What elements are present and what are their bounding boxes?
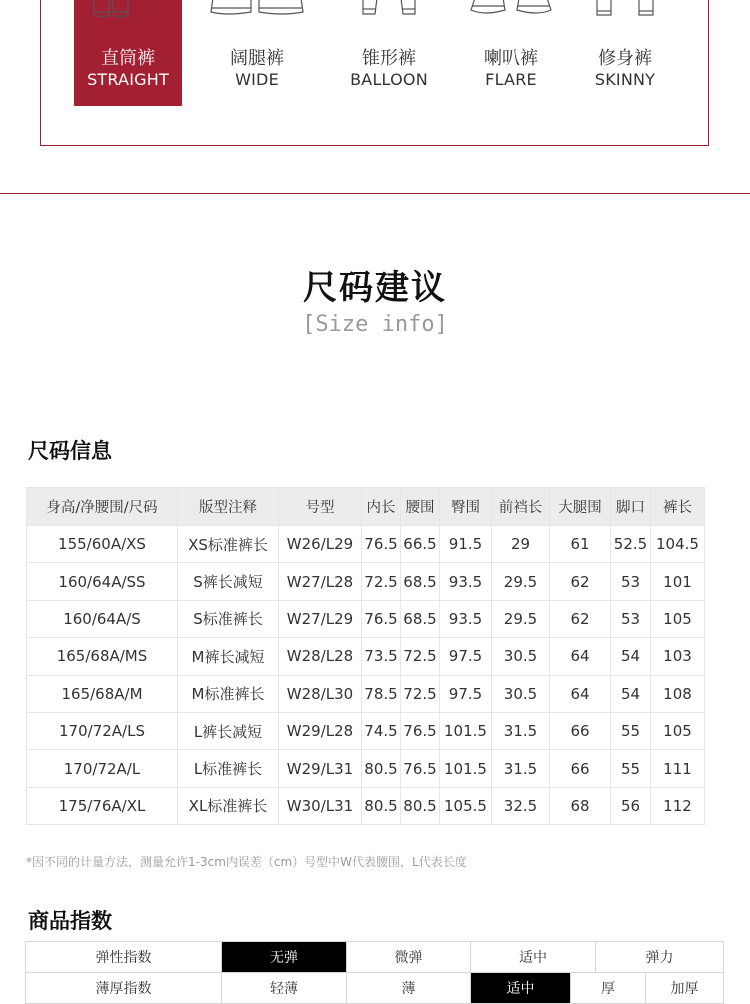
fit-tab-en-label: FLARE	[485, 70, 537, 89]
table-row	[27, 675, 705, 712]
table-cell: W27/L28	[279, 563, 362, 600]
table-cell: 29	[492, 526, 550, 563]
table-cell: 170/72A/LS	[27, 712, 178, 749]
column-header: 裤长	[651, 488, 705, 526]
skinny-pants-icon	[571, 0, 679, 20]
size-info-heading: 尺码信息	[28, 439, 112, 463]
table-cell: 101	[651, 563, 705, 600]
table-cell: 76.5	[401, 750, 440, 787]
table-cell: 31.5	[492, 750, 550, 787]
fit-tab-cn-label: 喇叭裤	[484, 48, 538, 69]
table-cell: 76.5	[362, 600, 401, 637]
table-cell: 55	[611, 712, 651, 749]
table-row	[27, 712, 705, 749]
fit-tab-cn-label: 阔腿裤	[230, 48, 284, 69]
table-cell: 29.5	[492, 563, 550, 600]
table-cell: 61	[550, 526, 611, 563]
table-cell: 155/60A/XS	[27, 526, 178, 563]
table-cell: W30/L31	[279, 787, 362, 824]
table-cell: 105.5	[440, 787, 492, 824]
table-cell: XL标准裤长	[178, 787, 279, 824]
table-cell: 108	[651, 675, 705, 712]
table-cell: 66	[550, 750, 611, 787]
table-cell: W29/L31	[279, 750, 362, 787]
table-cell: 112	[651, 787, 705, 824]
table-cell: 62	[550, 600, 611, 637]
wide-pants-icon	[203, 0, 311, 20]
column-header: 大腿围	[550, 488, 611, 526]
table-cell: 160/64A/S	[27, 600, 178, 637]
table-cell: 55	[611, 750, 651, 787]
table-cell: 80.5	[362, 787, 401, 824]
section-title: 尺码建议	[303, 268, 447, 308]
table-cell: 68.5	[401, 563, 440, 600]
table-cell: 78.5	[362, 675, 401, 712]
measurement-note: *因不同的计量方法，测量允许1-3cm内误差（cm）号型中W代表腰围，L代表长度	[26, 855, 467, 869]
table-cell: 91.5	[440, 526, 492, 563]
fit-tab-cn-label: 修身裤	[598, 48, 652, 69]
index-option: 轻薄	[222, 973, 347, 1004]
table-cell: 105	[651, 712, 705, 749]
fit-tab-cn-label: 直筒裤	[101, 48, 155, 69]
straight-pants-icon	[74, 0, 182, 20]
table-cell: 105	[651, 600, 705, 637]
section-divider	[0, 193, 750, 194]
product-index-heading: 商品指数	[28, 909, 112, 933]
table-cell: L裤长减短	[178, 712, 279, 749]
table-cell: 80.5	[401, 787, 440, 824]
index-option: 薄	[347, 973, 471, 1004]
table-cell: W26/L29	[279, 526, 362, 563]
index-label: 薄厚指数	[26, 973, 222, 1004]
index-option: 微弹	[347, 942, 471, 973]
table-cell: W28/L28	[279, 638, 362, 675]
table-cell: 101.5	[440, 712, 492, 749]
table-row	[27, 750, 705, 787]
table-cell: 66.5	[401, 526, 440, 563]
index-label: 弹性指数	[26, 942, 222, 973]
fit-tab-en-label: SKINNY	[594, 70, 656, 89]
table-cell: XS标准裤长	[178, 526, 279, 563]
fit-tab-balloon[interactable]	[335, 0, 443, 106]
table-cell: 53	[611, 563, 651, 600]
table-cell: 160/64A/SS	[27, 563, 178, 600]
table-cell: W28/L30	[279, 675, 362, 712]
table-cell: S标准裤长	[178, 600, 279, 637]
table-cell: 54	[611, 675, 651, 712]
table-cell: 74.5	[362, 712, 401, 749]
table-cell: 72.5	[401, 638, 440, 675]
index-row-elasticity	[26, 942, 724, 973]
table-row	[27, 526, 705, 563]
table-cell: 56	[611, 787, 651, 824]
table-cell: 64	[550, 638, 611, 675]
index-option: 厚	[571, 973, 646, 1004]
table-cell: 101.5	[440, 750, 492, 787]
table-cell: 31.5	[492, 712, 550, 749]
table-cell: L标准裤长	[178, 750, 279, 787]
table-cell: 76.5	[401, 712, 440, 749]
table-cell: 165/68A/M	[27, 675, 178, 712]
table-cell: 30.5	[492, 675, 550, 712]
table-cell: 66	[550, 712, 611, 749]
table-row	[27, 563, 705, 600]
table-cell: 72.5	[362, 563, 401, 600]
fit-tab-en-label: BALLOON	[350, 70, 428, 89]
fit-tab-skinny[interactable]	[571, 0, 679, 106]
column-header: 腰围	[401, 488, 440, 526]
table-cell: S裤长减短	[178, 563, 279, 600]
column-header: 号型	[279, 488, 362, 526]
column-header: 身高/净腰围/尺码	[27, 488, 178, 526]
fit-tab-cn-label: 锥形裤	[362, 48, 416, 69]
table-cell: 111	[651, 750, 705, 787]
table-cell: 170/72A/L	[27, 750, 178, 787]
table-cell: 103	[651, 638, 705, 675]
table-row	[27, 638, 705, 675]
table-cell: 80.5	[362, 750, 401, 787]
table-cell: 32.5	[492, 787, 550, 824]
table-row	[27, 787, 705, 824]
table-cell: M标准裤长	[178, 675, 279, 712]
table-cell: 68	[550, 787, 611, 824]
table-row	[27, 600, 705, 637]
product-index-table	[25, 941, 724, 1004]
flare-pants-icon	[457, 0, 565, 20]
index-row-thickness	[26, 973, 724, 1004]
table-cell: 175/76A/XL	[27, 787, 178, 824]
table-cell: 64	[550, 675, 611, 712]
column-header: 内长	[362, 488, 401, 526]
fit-tab-flare[interactable]	[457, 0, 565, 106]
index-option: 适中	[471, 942, 596, 973]
fit-tab-wide[interactable]	[203, 0, 311, 106]
size-table	[26, 487, 705, 825]
index-option-selected: 无弹	[222, 942, 347, 973]
table-cell: 29.5	[492, 600, 550, 637]
fit-tab-en-label: STRAIGHT	[87, 70, 169, 89]
size-table-header-row	[27, 488, 705, 526]
column-header: 版型注释	[178, 488, 279, 526]
size-table-body	[27, 526, 705, 825]
fit-tab-en-label: WIDE	[235, 70, 279, 89]
table-cell: 62	[550, 563, 611, 600]
table-cell: M裤长减短	[178, 638, 279, 675]
table-cell: 93.5	[440, 600, 492, 637]
table-cell: 68.5	[401, 600, 440, 637]
table-cell: 76.5	[362, 526, 401, 563]
column-header: 脚口	[611, 488, 651, 526]
table-cell: 52.5	[611, 526, 651, 563]
table-cell: 165/68A/MS	[27, 638, 178, 675]
table-cell: W27/L29	[279, 600, 362, 637]
table-cell: 97.5	[440, 675, 492, 712]
balloon-pants-icon	[335, 0, 443, 20]
table-cell: 53	[611, 600, 651, 637]
section-subtitle: [Size info]	[302, 312, 448, 337]
table-cell: 73.5	[362, 638, 401, 675]
table-cell: W29/L28	[279, 712, 362, 749]
index-option-selected: 适中	[471, 973, 571, 1004]
table-cell: 104.5	[651, 526, 705, 563]
index-option: 加厚	[646, 973, 724, 1004]
table-cell: 97.5	[440, 638, 492, 675]
table-cell: 93.5	[440, 563, 492, 600]
index-option: 弹力	[596, 942, 724, 973]
fit-tab-straight[interactable]	[74, 0, 182, 106]
table-cell: 30.5	[492, 638, 550, 675]
column-header: 臀围	[440, 488, 492, 526]
table-cell: 72.5	[401, 675, 440, 712]
column-header: 前裆长	[492, 488, 550, 526]
fit-type-panel	[40, 0, 709, 146]
table-cell: 54	[611, 638, 651, 675]
